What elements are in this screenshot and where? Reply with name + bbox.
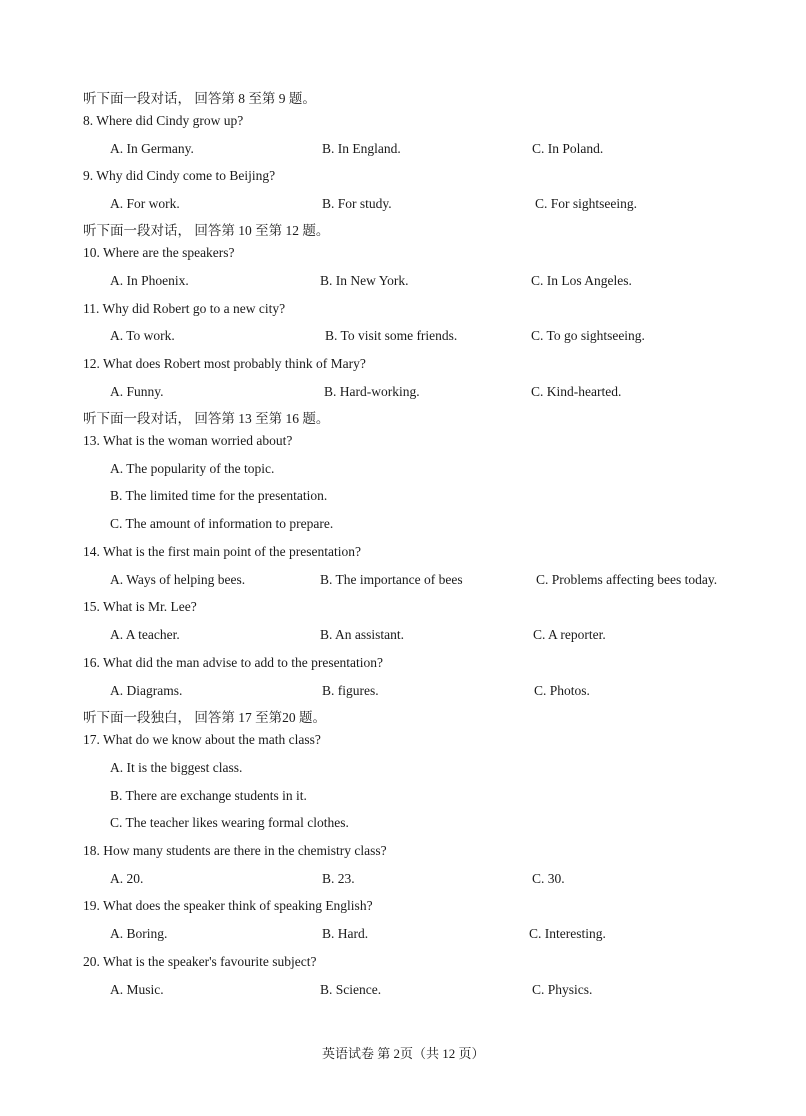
option-b: B. In New York. xyxy=(320,273,409,288)
option-b: B. 23. xyxy=(322,871,355,886)
question-stem: 20. What is the speaker's favourite subject? xyxy=(83,954,317,969)
question-stem: 16. What did the man advise to add to the presentation? xyxy=(83,655,384,670)
question-stem: 10. Where are the speakers? xyxy=(83,245,235,260)
question-stem: 17. What do we know about the math class? xyxy=(83,732,321,747)
question-stem: 18. How many students are there in the chemistry class? xyxy=(83,843,387,858)
option-c: C. Photos. xyxy=(534,683,590,698)
option-b: B. To visit some friends. xyxy=(325,328,458,343)
option-c: C. Physics. xyxy=(532,982,593,997)
option-c: C. 30. xyxy=(532,871,565,886)
question-stem: 14. What is the first main point of the presentation? xyxy=(83,544,361,559)
option-b: B. Hard-working. xyxy=(324,384,420,399)
option-b: B. In England. xyxy=(322,141,401,156)
option-a: A. Ways of helping bees. xyxy=(110,572,246,587)
page-footer: 英语试卷 第 2页（共 12 页） xyxy=(322,1046,485,1061)
option-b: B. The limited time for the presentation. xyxy=(110,488,328,503)
option-a: A. 20. xyxy=(110,871,144,886)
option-a: A. Funny. xyxy=(110,384,164,399)
section-instruction: 听下面一段对话， 回答第 8 至第 9 题。 xyxy=(83,91,316,106)
option-a: A. It is the biggest class. xyxy=(110,760,243,775)
section-instruction: 听下面一段对话， 回答第 13 至第 16 题。 xyxy=(83,411,330,426)
option-c: C. The teacher likes wearing formal clothes. xyxy=(110,815,349,830)
question-stem: 13. What is the woman worried about? xyxy=(83,433,293,448)
option-a: A. For work. xyxy=(110,196,180,211)
option-b: B. There are exchange students in it. xyxy=(110,788,307,803)
option-c: C. A reporter. xyxy=(533,627,606,642)
option-b: B. Hard. xyxy=(322,926,369,941)
option-a: A. To work. xyxy=(110,328,175,343)
option-a: A. The popularity of the topic. xyxy=(110,461,275,476)
option-b: B. An assistant. xyxy=(320,627,405,642)
question-stem: 12. What does Robert most probably think of Mary? xyxy=(83,356,366,371)
question-stem: 9. Why did Cindy come to Beijing? xyxy=(83,168,276,183)
option-a: A. Music. xyxy=(110,982,164,997)
question-stem: 19. What does the speaker think of speaking English? xyxy=(83,898,373,913)
option-c: C. Interesting. xyxy=(529,926,606,941)
option-a: A. A teacher. xyxy=(110,627,180,642)
option-c: C. To go sightseeing. xyxy=(531,328,645,343)
question-stem: 15. What is Mr. Lee? xyxy=(83,599,197,614)
option-c: C. For sightseeing. xyxy=(535,196,638,211)
section-instruction: 听下面一段对话， 回答第 10 至第 12 题。 xyxy=(83,223,330,238)
option-c: C. In Los Angeles. xyxy=(531,273,632,288)
option-a: A. Diagrams. xyxy=(110,683,183,698)
option-c: C. Problems affecting bees today. xyxy=(536,572,718,587)
option-a: A. In Phoenix. xyxy=(110,273,189,288)
section-instruction: 听下面一段独白， 回答第 17 至第20 题。 xyxy=(83,710,326,725)
option-c: C. Kind-hearted. xyxy=(531,384,622,399)
option-a: A. Boring. xyxy=(110,926,168,941)
option-c: C. In Poland. xyxy=(532,141,604,156)
question-stem: 11. Why did Robert go to a new city? xyxy=(83,301,286,316)
option-b: B. The importance of bees xyxy=(320,572,463,587)
option-a: A. In Germany. xyxy=(110,141,194,156)
option-c: C. The amount of information to prepare. xyxy=(110,516,334,531)
question-stem: 8. Where did Cindy grow up? xyxy=(83,113,244,128)
option-b: B. figures. xyxy=(322,683,379,698)
option-b: B. Science. xyxy=(320,982,382,997)
option-b: B. For study. xyxy=(322,196,392,211)
